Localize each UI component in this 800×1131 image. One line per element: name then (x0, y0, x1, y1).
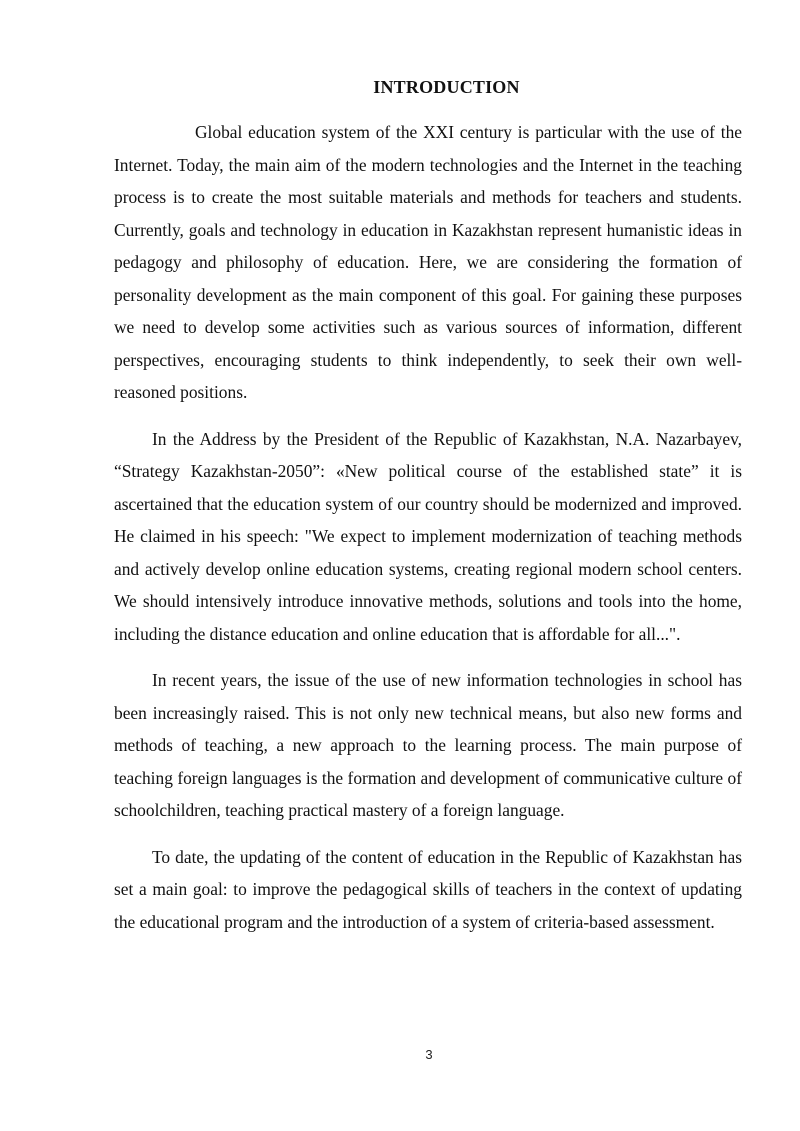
paragraph-1: Global education system of the XXI century is particular with the use of the Internet. Today, the main aim of the modern technologies and the Internet in the teaching process is to create the most suitable materials and methods for teachers and students. Currently, goals and technology in education in Kazakhstan represent humanistic ideas in pedagogy and philosophy of education. Here, we are considering the formation of personality development as the main component of this goal. For gaining these purposes we need to develop some activities such as various sources of information, different perspectives, encouraging students to think independently, to seek their own well-reasoned positions. (114, 122, 742, 402)
paragraph-3: In recent years, the issue of the use of new information technologies in school has been increasingly raised. This is not only new technical means, but also new forms and methods of teaching, a new approach to the learning process. The main purpose of teaching foreign languages is the formation and development of communicative culture of schoolchildren, teaching practical mastery of a foreign language. (114, 670, 742, 820)
page-number: 3 (425, 1047, 433, 1062)
paragraph-4: To date, the updating of the content of education in the Republic of Kazakhstan has set a main goal: to improve the pedagogical skills of teachers in the context of updating the educational program and the introduction of a system of criteria-based assessment. (114, 846, 742, 932)
body-text (114, 116, 742, 938)
section-title: INTRODUCTION (373, 77, 520, 97)
paragraph-2: In the Address by the President of the Republic of Kazakhstan, N.A. Nazarbayev, “Strategy Kazakhstan-2050”: «New political course of the established state” it is ascertained that the education system of our country should be modernized and improved. He claimed in his speech: "We expect to implement modernization of teaching methods and actively develop online education systems, creating regional modern school centers. We should intensively introduce innovative methods, solutions and tools into the home, including the distance education and online education that is affordable for all...". (114, 428, 742, 644)
